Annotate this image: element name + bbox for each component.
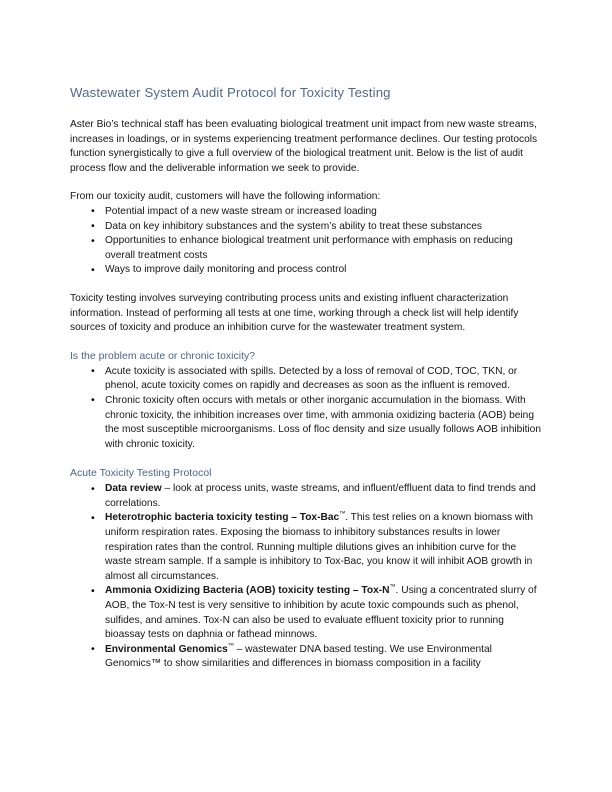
section-heading-acute-protocol: Acute Toxicity Testing Protocol	[70, 468, 212, 480]
intro-paragraph: Aster Bio’s technical staff has been evaluating biological treatment unit impact from new waste streams, increases in loadings, or in systems experiencing treatment performance declines. Our testing protocols function synergistically to give a full overview of the biological treatment unit. Below is the list of audit process flow and the deliverable information we seek to provide.	[70, 119, 538, 174]
survey-paragraph: Toxicity testing involves surveying contributing process units and existing influent characterization information. Instead of performing all tests at one time, working through a check list will help identify sources of toxicity and produce an inhibition curve for the wastewater treatment system.	[70, 292, 519, 334]
acute-protocol-list	[70, 482, 542, 672]
list-item	[70, 643, 542, 672]
spacer	[70, 176, 542, 190]
list-item	[70, 394, 542, 452]
trademark-icon: ™	[227, 642, 234, 650]
bullet-text: Acute toxicity is associated with spills. Detected by a loss of removal of COD, TOC, TKN, or phenol, acute toxicity comes on rapidly and decreases as soon as the influent is removed.	[105, 365, 518, 392]
list-item: • Potential impact of a new waste stream or increased loading	[70, 205, 542, 220]
list-item	[70, 365, 542, 394]
bullet-text: Chronic toxicity often occurs with metals or other inorganic accumulation in the biomass. With chronic toxicity, the inhibition increases over time, with ammonia oxidizing bacteria (AOB) being the most susceptible microorganisms. Loss of floc density and size usually follows AOB inhibition with chronic toxicity.	[105, 394, 542, 450]
page-title: Wastewater System Audit Protocol for Toxicity Testing	[70, 85, 391, 100]
document-content	[70, 84, 542, 672]
deliverables-lead: From our toxicity audit, customers will have the following information:	[70, 191, 381, 203]
bullet-lead: Heterotrophic bacteria toxicity testing – Tox-Bac	[105, 512, 340, 524]
list-item: • Ways to improve daily monitoring and process control	[70, 263, 542, 278]
bullet-text: – wastewater DNA based testing. We use Environmental Genomics™ to show similarities and differences in biomass composition in a facility	[105, 643, 492, 670]
trademark-icon: ™	[339, 511, 346, 519]
spacer	[70, 336, 542, 350]
list-item	[70, 482, 542, 511]
list-item	[70, 584, 542, 642]
spacer	[70, 452, 542, 467]
list-item: • Opportunities to enhance biological treatment unit performance with emphasis on reducing overall treatment costs	[70, 234, 542, 263]
acute-chronic-list	[70, 365, 542, 453]
deliverables-list	[70, 205, 542, 278]
bullet-text: . Using a concentrated slurry of AOB, the Tox-N test is very sensitive to inhibition by acute toxic compounds such as phenol, sulfides, and amines. Tox-N can also be used to evaluate effluent toxicity prior to running bioassay tests on daphnia or fathead minnows.	[105, 585, 537, 641]
bullet-lead: Data review	[105, 483, 162, 495]
list-item	[70, 511, 542, 584]
list-item: • Data on key inhibitory substances and the system’s ability to treat these substances	[70, 220, 542, 235]
section-heading-acute-or-chronic: Is the problem acute or chronic toxicity?	[70, 350, 256, 362]
bullet-text: – look at process units, waste streams, and influent/effluent data to find trends and correlations.	[105, 483, 536, 509]
bullet-lead: Ammonia Oxidizing Bacteria (AOB) toxicity testing – Tox-N	[105, 585, 390, 597]
spacer	[70, 278, 542, 292]
bullet-lead: Environmental Genomics	[105, 643, 228, 655]
bullet-text: . This test relies on a known biomass with uniform respiration rates. Exposing the biomass to inhibitory substances results in lower respiration rates than the control. Running multiple dilutions gives an inhibition curve for the waste stream sample. If a sample is inhibitory to Tox-Bac, you know it will inhibit AOB growth in almost all circumstances.	[105, 512, 533, 582]
trademark-icon: ™	[389, 584, 396, 592]
